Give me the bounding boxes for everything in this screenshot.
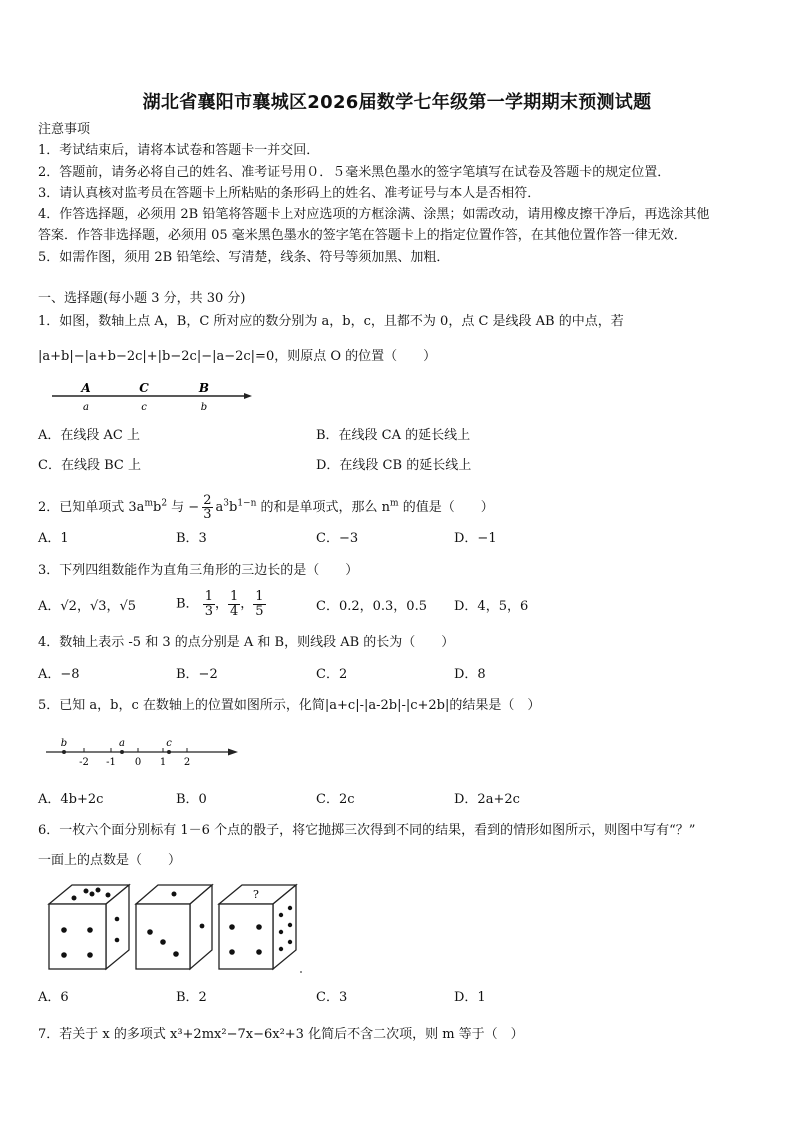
q1-option-c: C．在线段 BC 上 [38,458,141,473]
q3-option-c: C．0.2，0.3，0.5 [316,599,427,614]
q2-stem: 2．已知单项式 $3a^mb^2$ 与 − $\frac{2}{3}$ $a^3b^{1-n}$ 的和是单项式，那么 $n^m$ 的值是（ ） [38,493,494,522]
q6-stem-cont: 一面上的点数是（ ） [38,853,182,868]
q1-point-label: B [198,381,210,395]
notice-item-2: 2．答题前，请务必将自己的姓名、准考证号用０．５毫米黑色墨水的签字笔填写在试卷及答题卡的规定位置． [38,165,671,180]
q2-option-b: B．3 [176,531,207,546]
q5-stem: 5．已知 a，b，c 在数轴上的位置如图所示，化简|a+c|-|a-2b|-|c+2b|的结果是（ ） [38,698,541,713]
q6-stem: 6．一枚六个面分别标有 1－6 个点的骰子，将它抛掷三次得到不同的结果，看到的情形如图所示，则图中写有“？” [38,823,696,838]
q5-option-a: A．4b+2c [38,792,104,807]
q5-letter: c [166,738,172,749]
q1-value-label: b [200,402,208,413]
notice-item-1: 1．考试结束后，请将本试卷和答题卡一并交回． [38,143,320,158]
q5-option-b: B．0 [176,792,207,807]
q1-number-line [48,378,258,414]
q1-option-b: B．在线段 CA 的延长线上 [316,428,471,443]
notice-item-4: 4．作答选择题，必须用 2B 铅笔将答题卡上对应选项的方框涂满、涂黑；如需改动，请用橡皮擦干净后，再选涂其他 [38,207,710,222]
q1-option-d: D．在线段 CB 的延长线上 [316,458,472,473]
q6-question-mark: ? [253,888,259,901]
q5-number-line [44,734,244,770]
q6-option-c: C．3 [316,990,348,1005]
q1-point-label: A [81,381,91,395]
q1-option-a: A．在线段 AC 上 [38,428,140,443]
q6-dice-figure [44,882,314,978]
q7-stem: 7．若关于 x 的多项式 x³+2mx²−7x−6x²+3 化简后不含二次项，则 m 等于（ ） [38,1027,524,1042]
q6-option-b: B．2 [176,990,207,1005]
q5-letter: a [119,738,125,749]
q2-option-c: C．−3 [316,531,359,546]
q2-option-d: D．−1 [454,531,497,546]
q5-letter: b [60,738,68,749]
q2-fraction: $\frac{2}{3}$ [203,493,212,522]
section-heading: 一、选择题(每小题 3 分，共 30 分) [38,291,246,306]
q1-stem: 1．如图，数轴上点 A，B，C 所对应的数分别为 a，b，c，且都不为 0，点 C 是线段 AB 的中点，若 [38,314,624,329]
q3-option-b: B． $\frac{1}{3}$ ， $\frac{1}{4}$ ， $\frac{1}{5}$ [176,589,264,619]
notice-item-5: 5．如需作图，须用 2B 铅笔绘、写清楚，线条、符号等须加黑、加粗． [38,250,450,265]
notice-heading: 注意事项 [38,122,91,137]
q5-tick-label: 0 [134,757,142,768]
q1-value-label: c [141,402,147,413]
q5-tick-label: -2 [79,757,89,768]
q1-value-label: a [83,402,89,413]
q4-stem: 4．数轴上表示 -5 和 3 的点分别是 A 和 B，则线段 AB 的长为（ ） [38,635,455,650]
q5-tick-label: 1 [159,757,167,768]
q2-option-a: A．1 [38,531,69,546]
q4-option-d: D．8 [454,667,486,682]
q3-option-d: D．4，5，6 [454,599,529,614]
q1-point-label: C [139,381,149,395]
q6-option-d: D．1 [454,990,486,1005]
q5-tick-label: -1 [106,757,116,768]
q5-tick-label: 2 [183,757,191,768]
q1-formula: |a+b|−|a+b−2c|+|b−2c|−|a−2c|=0，则原点 O 的位置（ ） [38,349,437,364]
q5-option-c: C．2c [316,792,355,807]
q5-option-d: D．2a+2c [454,792,520,807]
q4-option-b: B．−2 [176,667,218,682]
q3-stem: 3．下列四组数能作为直角三角形的三边长的是（ ） [38,563,359,578]
page-title: 湖北省襄阳市襄城区2026届数学七年级第一学期期末预测试题 [142,92,652,113]
q4-option-a: A．−8 [38,667,80,682]
q3-option-a: A．√2，√3，√5 [38,599,137,614]
q4-option-c: C．2 [316,667,348,682]
notice-item-4-cont: 答案．作答非选择题，必须用 05 毫米黑色墨水的签字笔在答题卡上的指定位置作答，在其他位置作答一律无效． [38,228,687,243]
q6-option-a: A．6 [38,990,69,1005]
notice-item-3: 3．请认真核对监考员在答题卡上所粘贴的条形码上的姓名、准考证号与本人是否相符． [38,186,541,201]
